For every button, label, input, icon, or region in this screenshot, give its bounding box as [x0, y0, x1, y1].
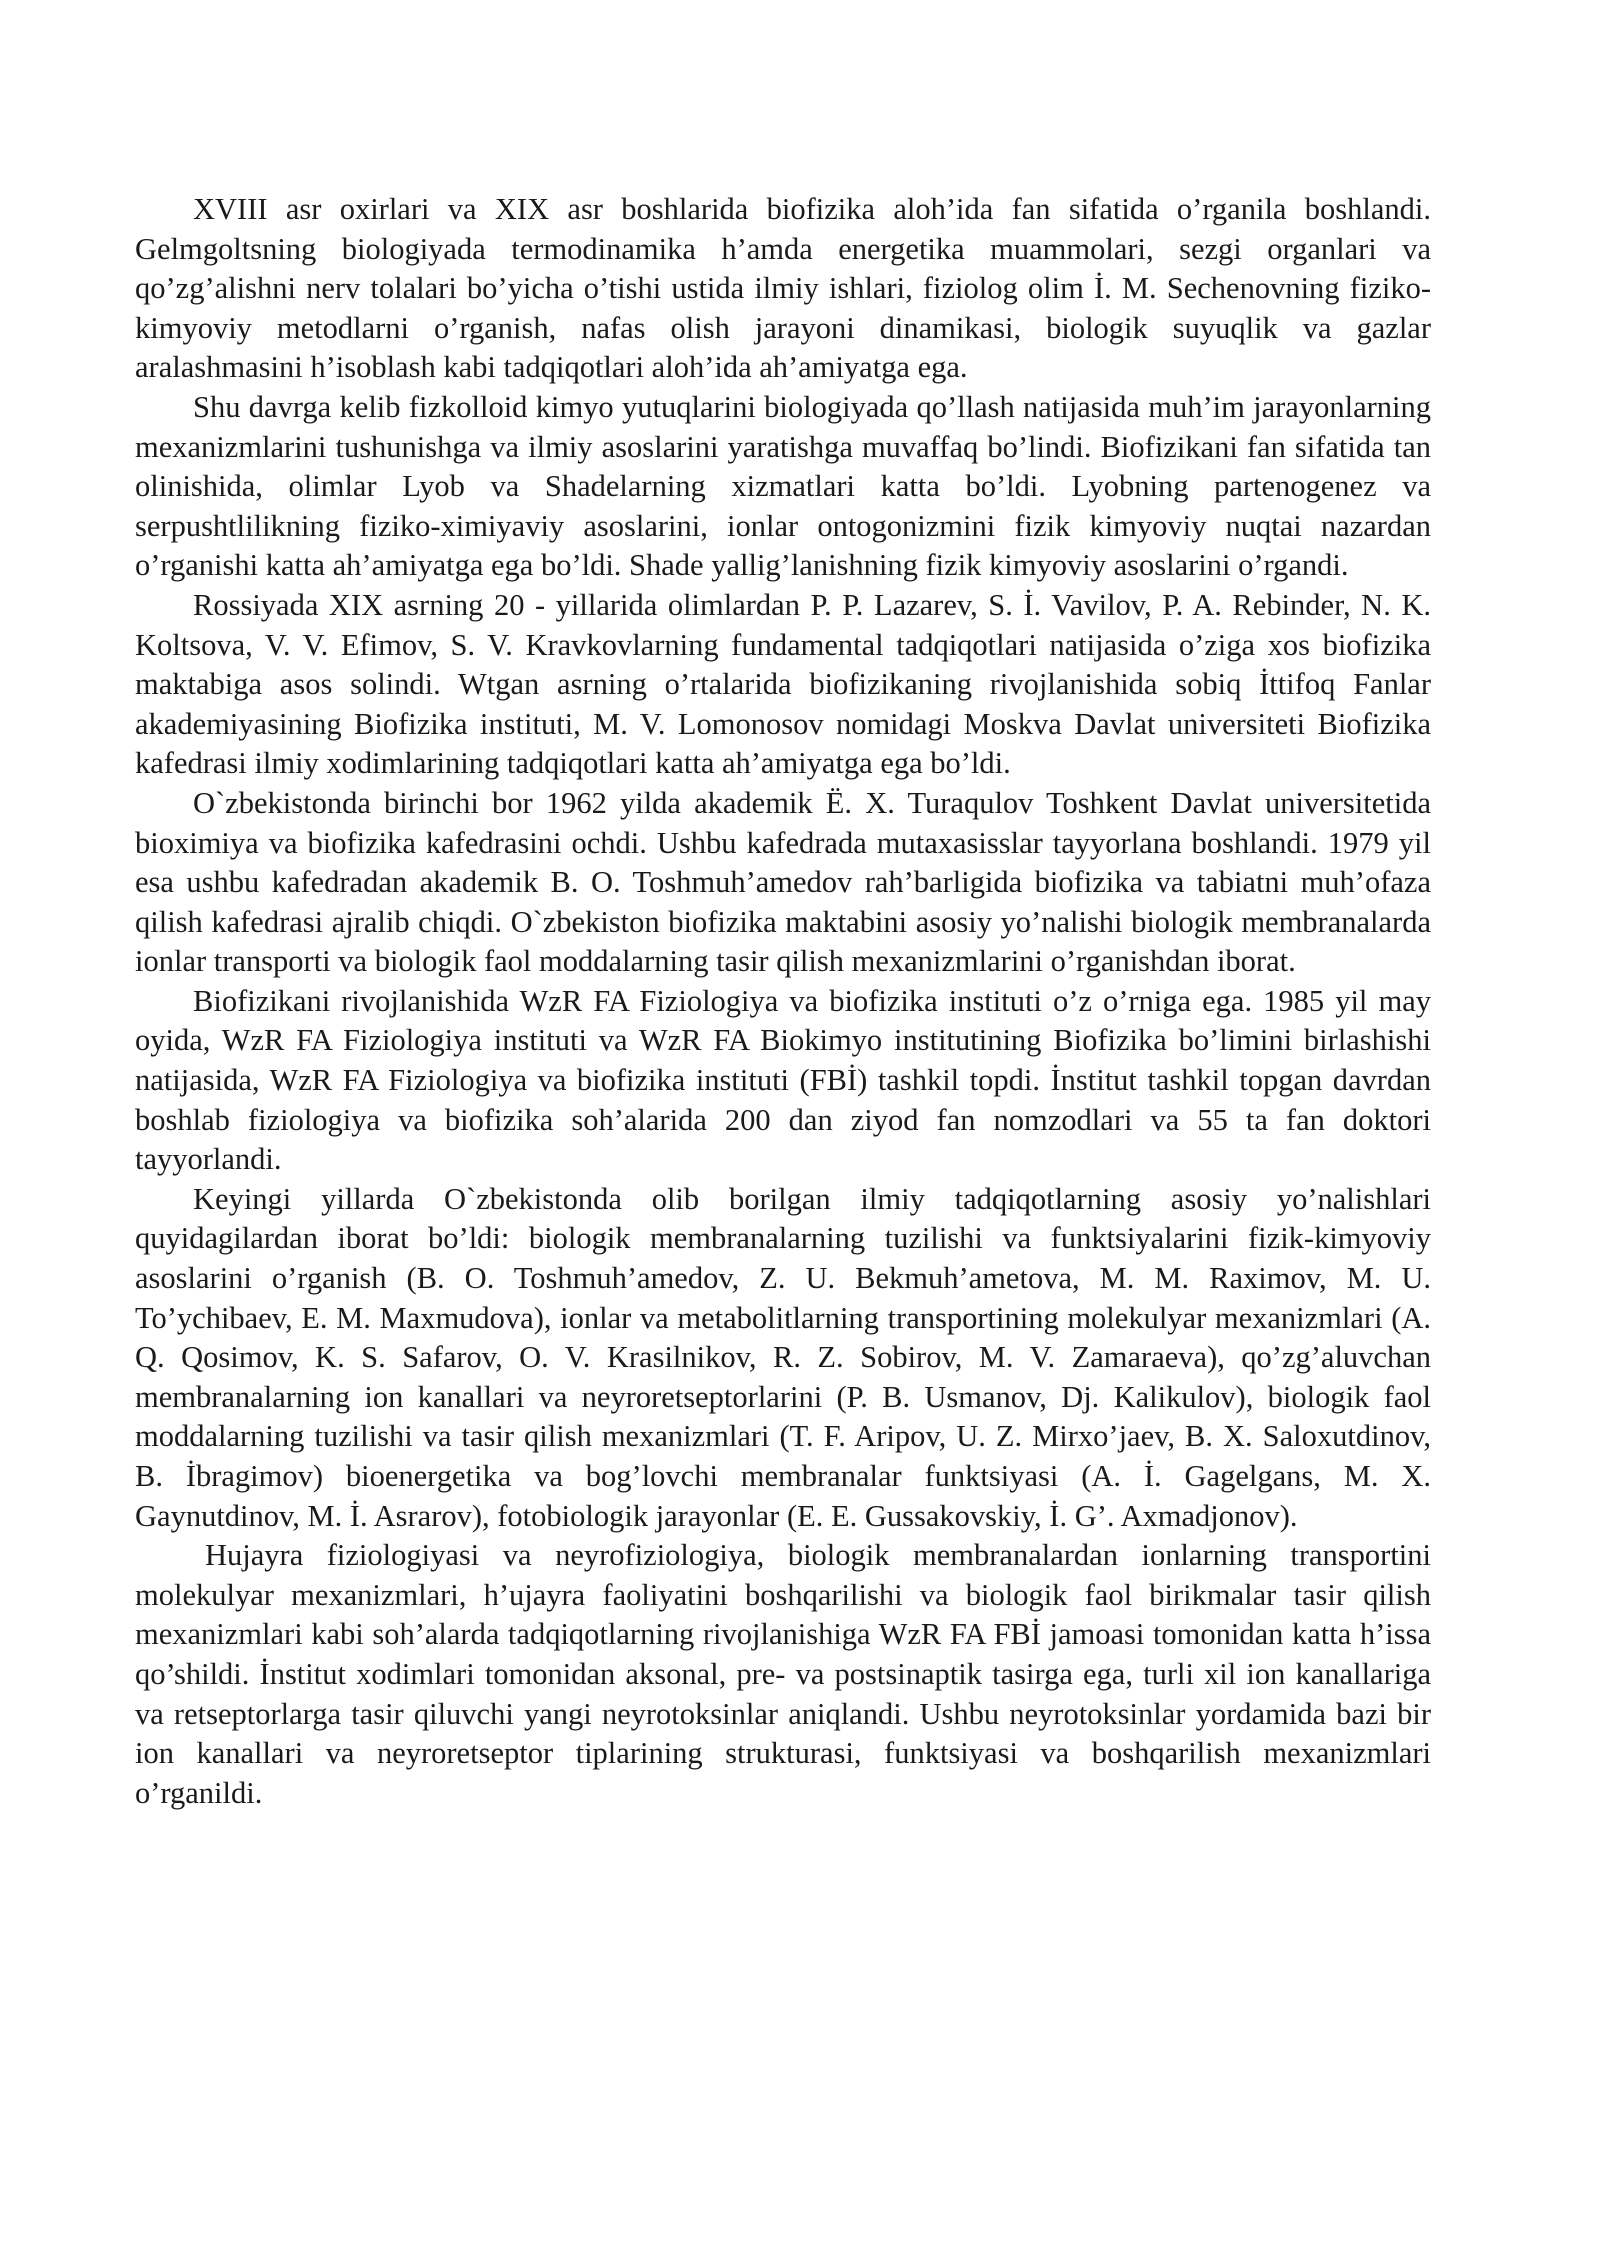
paragraph-uzbekistan-department: O`zbekistonda birinchi bor 1962 yilda akademik Ë. X. Turaqulov Toshkent Davlat universitetida bioximiya va biofizika kafedrasini ochdi. Ushbu kafedrada mutaxasisslar tayyorlana boshlandi. 1979 yil esa ushbu kafedradan akademik B. O. Toshmuh’amedov rah’barligida biofizika va tabiatni muh’ofaza qilish kafedrasi ajralib chiqdi. O`zbekiston biofizika maktabini asosiy yo’nalishi biologik membranalarda ionlar transporti va biologik faol moddalarning tasir qilish mexanizmlarini o’rganishdan iborat. — [135, 785, 1431, 979]
paragraph-russian-school: Rossiyada XIX asrning 20 - yillarida olimlardan P. P. Lazarev, S. İ. Vavilov, P. A. Rebinder, N. K. Koltsova, V. V. Efimov, S. V. Kravkovlarning fundamental tadqiqotlari natijasida o’ziga xos biofizika maktabiga asos solindi. Wtgan asrning o’rtalarida biofizikaning rivojlanishida sobiq İttifoq Fanlar akademiyasining Biofizika instituti, M. V. Lomonosov nomidagi Moskva Davlat universiteti Biofizika kafedrasi ilmiy xodimlarining tadqiqotlari katta ah’amiyatga ega bo’ldi. — [135, 587, 1431, 781]
paragraph-research-directions: Keyingi yillarda O`zbekistonda olib borilgan ilmiy tadqiqotlarning asosiy yo’nalishlari quyidagilardan iborat bo’ldi: biologik membranalarning tuzilishi va funktsiyalarini fizik-kimyoviy asoslarini o’rganish (B. O. Toshmuh’amedov, Z. U. Bekmuh’ametova, M. M. Raximov, M. U. To’ychibaev, E. M. Maxmudova), ionlar va metabolitlarning transportining molekulyar mexanizmlari (A. Q. Qosimov, K. S. Safarov, O. V. Krasilnikov, R. Z. Sobirov, M. V. Zamaraeva), qo’zg’aluvchan membranalarning ion kanallari va neyroretseptorlarini (P. B. Usmanov, Dj. Kalikulov), biologik faol moddalarning tuzilishi va tasir qilish mexanizmlari (T. F. Aripov, U. Z. Mirxo’jaev, B. X. Saloxutdinov, B. İbragimov) bioenergetika va bog’lovchi membranalar funktsiyasi (A. İ. Gagelgans, M. X. Gaynutdinov, M. İ. Asrarov), fotobiologik jarayonlar (E. E. Gussakovskiy, İ. G’. Axmadjonov). — [135, 1181, 1431, 1533]
paragraph-biophysics-origins: XVIII asr oxirlari va XIX asr boshlarida biofizika aloh’ida fan sifatida o’rganila boshlandi. Gelmgoltsning biologiyada termodinamika h’amda energetika muammolari, sezgi organlari va qo’zg’alishni nerv tolalari bo’yicha o’tishi ustida ilmiy ishlari, fiziolog olim İ. M. Sechenovning fiziko-kimyoviy metodlarni o’rganish, nafas olish jarayoni dinamikasi, biologik suyuqlik va gazlar aralashmasini h’isoblash kabi tadqiqotlari aloh’ida ah’amiyatga ega. — [135, 192, 1431, 385]
document-page — [135, 190, 1431, 1813]
paragraph-colloid-chemistry: Shu davrga kelib fizkolloid kimyo yutuqlarini biologiyada qo’llash natijasida muh’im jarayonlarning mexanizmlarini tushunishga va ilmiy asoslarini yaratishga muvaffaq bo’lindi. Biofizikani fan sifatida tan olinishida, olimlar Lyob va Shadelarning xizmatlari katta bo’ldi. Lyobning partenogenez va serpushtlilikning fiziko-ximiyaviy asoslarini, ionlar ontogonizmini fizik kimyoviy nuqtai nazardan o’rganishi katta ah’amiyatga ega bo’ldi. Shade yallig’lanishning fizik kimyoviy asoslarini o’rgandi. — [135, 389, 1431, 583]
paragraph-institute-history: Biofizikani rivojlanishida WzR FA Fiziologiya va biofizika instituti o’z o’rniga ega. 1985 yil may oyida, WzR FA Fiziologiya instituti va WzR FA Biokimyo institutining Biofizika bo’limini birlashishi natijasida, WzR FA Fiziologiya va biofizika instituti (FBİ) tashkil topdi. İnstitut tashkil topgan davrdan boshlab fiziologiya va biofizika soh’alarida 200 dan ziyod fan nomzodlari va 55 ta fan doktori tayyorlandi. — [135, 983, 1431, 1177]
paragraph-neurotoxins: Hujayra fiziologiyasi va neyrofiziologiya, biologik membranalardan ionlarning transportini molekulyar mexanizmlari, h’ujayra faoliyatini boshqarilishi va biologik faol birikmalar tasir qilish mexanizmlari kabi soh’alarda tadqiqotlarning rivojlanishiga WzR FA FBİ jamoasi tomonidan katta h’issa qo’shildi. İnstitut xodimlari tomonidan aksonal, pre- va postsinaptik tasirga ega, turli xil ion kanallariga va retseptorlarga tasir qiluvchi yangi neyrotoksinlar aniqlandi. Ushbu neyrotoksinlar yordamida bazi bir ion kanallari va neyroretseptor tiplarining strukturasi, funktsiyasi va boshqarilish mexanizmlari o’rganildi. — [135, 1538, 1431, 1810]
